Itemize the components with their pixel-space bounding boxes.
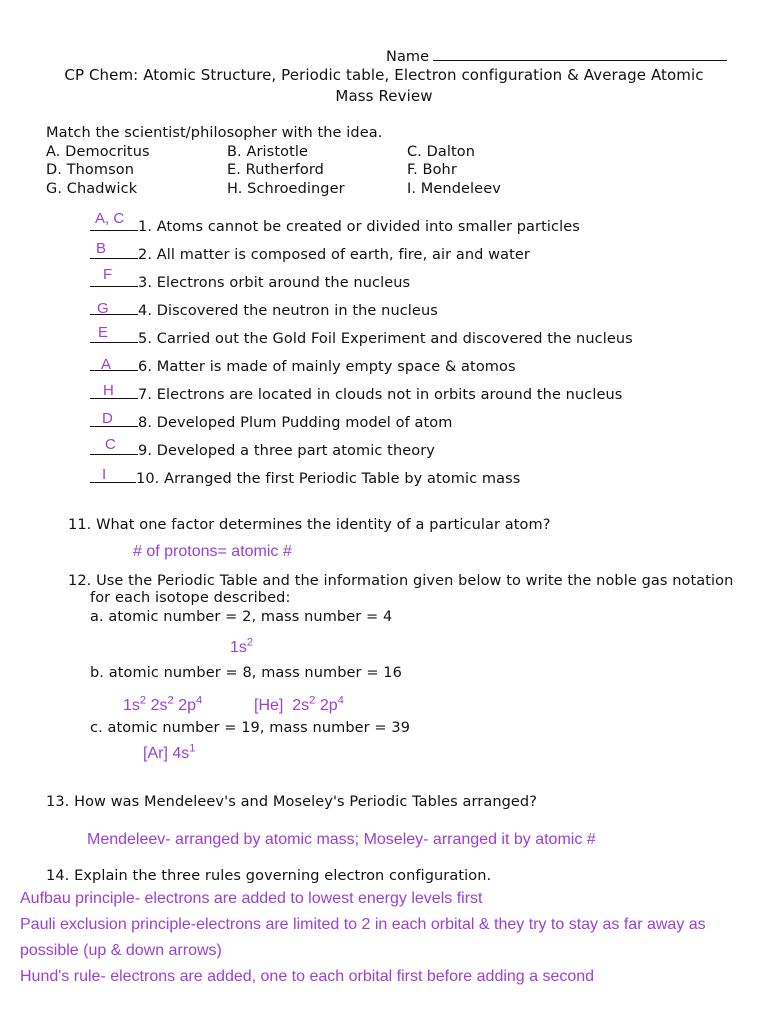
option: E. Rutherford (227, 162, 324, 178)
page-title-line2: Mass Review (335, 87, 433, 105)
question-13: 13. How was Mendeleev's and Moseley's Periodic Tables arranged? (46, 794, 538, 810)
answer-12b-full: $1s^2$ $2s^2$ $2p^4$ (123, 694, 203, 714)
question-12-line2: for each isotope described: (90, 590, 291, 606)
answer-6: A (101, 356, 112, 373)
answer-4: G (97, 300, 109, 317)
question-11: 11. What one factor determines the identity of a particular atom? (68, 517, 551, 533)
question-14: 14. Explain the three rules governing electron configuration. (46, 868, 492, 884)
answer-14-pauli: Pauli exclusion principle-electrons are limited to 2 in each orbital & they try to stay as far away as (20, 916, 706, 933)
answer-5: E (98, 324, 109, 341)
answer-13: Mendeleev- arranged by atomic mass; Moseley- arranged it by atomic # (87, 831, 596, 848)
question-12: 12. Use the Periodic Table and the information given below to write the noble gas notation (68, 573, 734, 589)
name-label: Name (386, 49, 430, 65)
answer-7: H (103, 382, 114, 399)
answer-14-hund: Hund's rule- electrons are added, one to each orbital first before adding a second (20, 968, 595, 985)
question-12b: b. atomic number = 8, mass number = 16 (90, 665, 402, 681)
list-item: 5. Carried out the Gold Foil Experiment and discovered the nucleus (90, 330, 633, 347)
answer-11: # of protons= atomic # (133, 543, 292, 560)
answer-9: C (105, 436, 116, 453)
option: A. Democritus (46, 144, 150, 160)
option: F. Bohr (407, 162, 457, 178)
list-item: 10. Arranged the first Periodic Table by atomic mass (90, 470, 520, 487)
question-12c: c. atomic number = 19, mass number = 39 (90, 720, 411, 736)
answer-10: I (102, 466, 107, 483)
option: D. Thomson (46, 162, 135, 178)
list-item: 4. Discovered the neutron in the nucleus (90, 302, 438, 319)
name-field (386, 46, 727, 65)
answer-2: B (96, 240, 107, 257)
list-item: 7. Electrons are located in clouds not in orbits around the nucleus (90, 386, 622, 403)
answer-14-pauli-cont: possible (up & down arrows) (20, 942, 222, 959)
answer-12b-noble: [He] $2s^2$ $2p^4$ (254, 694, 344, 714)
option: H. Schroedinger (227, 181, 345, 197)
option: I. Mendeleev (407, 181, 501, 197)
answer-12a: $1s^2$ (230, 636, 254, 656)
list-item: 3. Electrons orbit around the nucleus (90, 274, 410, 291)
option: B. Aristotle (227, 144, 309, 160)
answer-1: A, C (95, 210, 125, 227)
list-item: 1. Atoms cannot be created or divided into smaller particles (90, 218, 580, 235)
answer-12c: [Ar] $4s^1$ (143, 742, 196, 762)
list-item: 2. All matter is composed of earth, fire, air and water (90, 246, 530, 263)
option: G. Chadwick (46, 181, 138, 197)
question-12a: a. atomic number = 2, mass number = 4 (90, 609, 393, 625)
answer-3: F (103, 266, 113, 283)
page-title: CP Chem: Atomic Structure, Periodic table, Electron configuration & Average Atomic (64, 66, 704, 84)
matching-instructions: Match the scientist/philosopher with the idea. (46, 125, 383, 141)
answer-8: D (102, 410, 113, 427)
list-item: 6. Matter is made of mainly empty space & atomos (90, 358, 516, 375)
list-item: 8. Developed Plum Pudding model of atom (90, 414, 453, 431)
name-line (433, 46, 727, 61)
list-item: 9. Developed a three part atomic theory (90, 442, 435, 459)
answer-14-aufbau: Aufbau principle- electrons are added to lowest energy levels first (20, 890, 483, 907)
option: C. Dalton (407, 144, 476, 160)
